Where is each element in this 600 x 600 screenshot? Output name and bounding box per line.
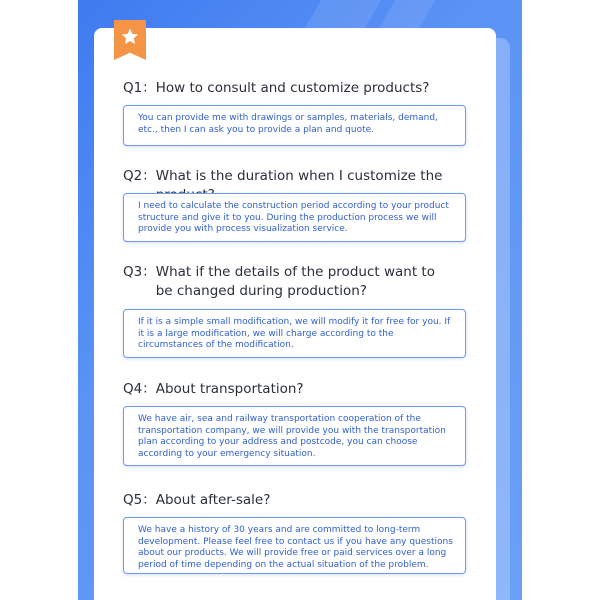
question-5 <box>123 491 483 510</box>
question-number: Q3： <box>123 264 156 280</box>
question-3 <box>123 263 443 301</box>
question-number: Q5： <box>123 492 156 508</box>
star-icon <box>120 27 140 47</box>
answer-5: We have a history of 30 years and are committed to long-term development. Please feel free to contact us if you have any questions about our products. We will provide free or paid services over a long period of time depending on the actual situation of the problem. <box>123 517 466 574</box>
question-number: Q1： <box>123 80 156 96</box>
question-number: Q2： <box>123 168 156 184</box>
question-text: About transportation? <box>155 381 304 397</box>
question-text: What if the details of the product want to be changed during production? <box>155 264 435 299</box>
question-text: How to consult and customize products? <box>155 80 430 96</box>
question-1 <box>123 79 483 98</box>
answer-2: I need to calculate the construction period according to your product structure and give it to you. During the production process we will provide you with process visualization service. <box>123 193 466 242</box>
answer-1: You can provide me with drawings or samples, materials, demand, etc., then I can ask you to provide a plan and quote. <box>123 105 466 146</box>
answer-3: If it is a simple small modification, we will modify it for free for you. If it is a large modification, we will charge according to the circumstances of the modification. <box>123 309 466 358</box>
question-text: About after-sale? <box>155 492 271 508</box>
question-text: What is the duration when I customize the <box>155 168 443 184</box>
question-number: Q4： <box>123 381 156 397</box>
answer-4: We have air, sea and railway transportation cooperation of the transportation company, we will provide you with the transportation plan according to your address and postcode, you can choose according to your emergency situation. <box>123 406 466 466</box>
question-4 <box>123 380 483 399</box>
